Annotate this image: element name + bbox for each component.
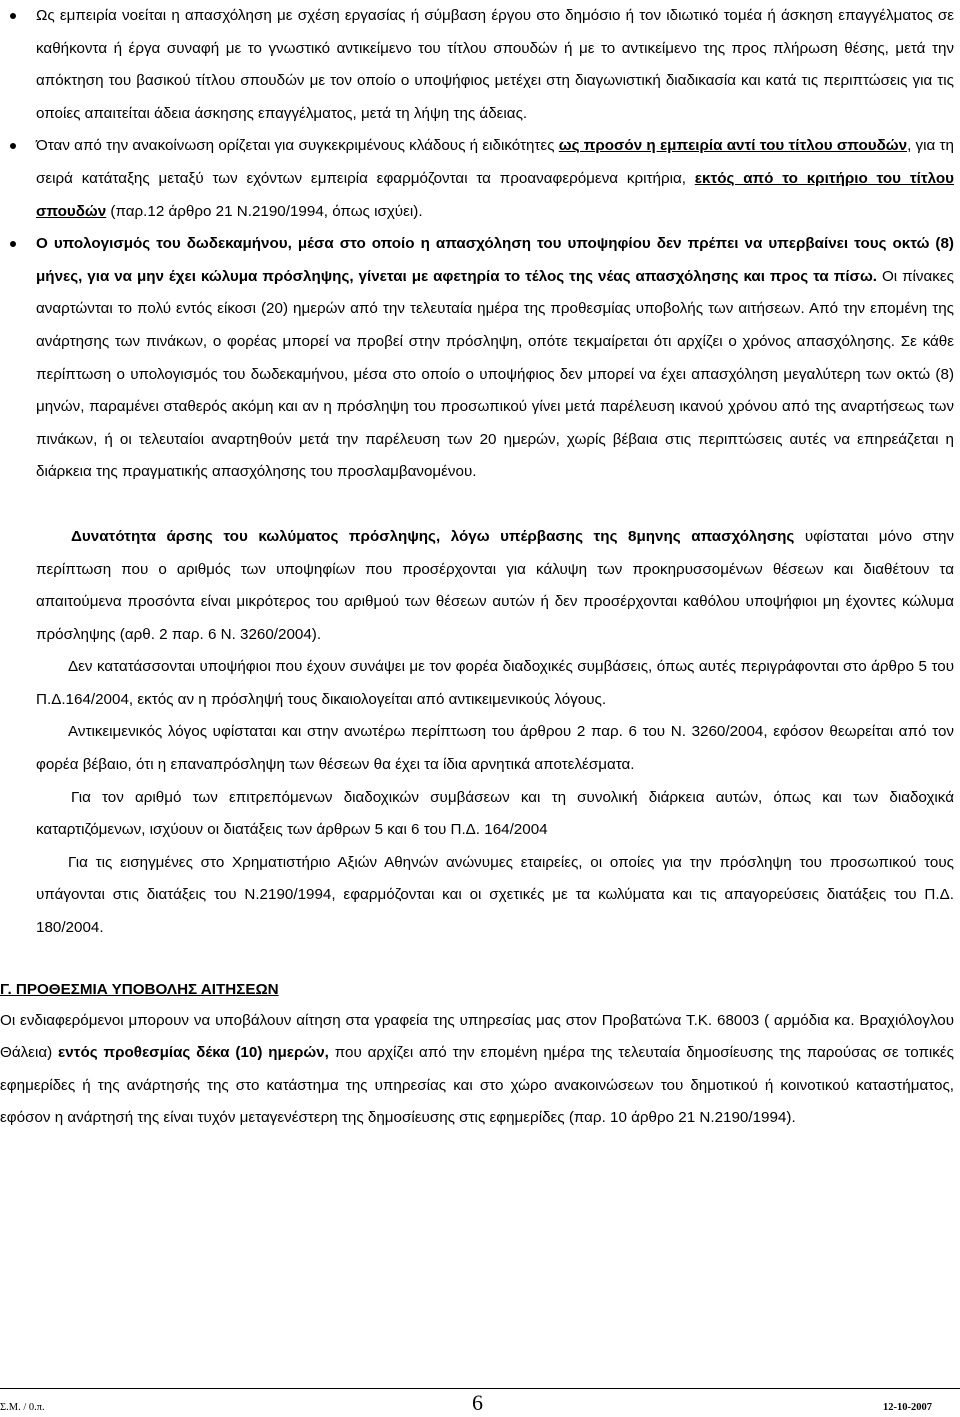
bullet-text: Ως εμπειρία νοείται η απασχόληση με σχέση εργασίας ή σύμβαση έργου στο δημόσιο ή τον ιδιωτικό τομέα ή άσκηση επαγγέλματος σε καθήκοντα ή έργα συναφή με το γνωστικό αντικείμενο του τίτλου σπουδών ή με το αντικείμενο της προς πλήρωση θέσης, μετά την απόκτηση του βασικού τίτλου σπουδών με τον οποίο ο υποψήφιος μετέχει στη διαγωνιστική διαδικασία και κατά τις περιπτώσεις για τις οποίες απαιτείται άδεια άσκησης επαγγέλματος, μετά τη λήψη της άδειας.	[36, 7, 954, 122]
bullet-emphasis: ως προσόν η εμπειρία αντί του τίτλου σπουδών	[558, 137, 908, 155]
bullet-icon	[10, 13, 16, 19]
footer-ref: Σ.Μ. / 0.π.	[0, 1402, 45, 1413]
bullet-text: (παρ.12 άρθρο 21 Ν.2190/1994, όπως ισχύει).	[106, 202, 423, 220]
paragraph-text: υφίσταται μόνο στην περίπτωση που ο αριθμός των υποψηφίων που προσέρχονται για κάλυψη των προκηρυσσομένων θέσεων και διαθέτουν τα απαιτούμενα προσόντα είναι μικρότερος του αριθμού των θέσεων αυτών ή δεν προσέρχονται καθόλου υποψήφιοι μη έχοντες κώλυμα πρόσληψης (αρθ. 2 παρ. 6 Ν. 3260/2004).	[36, 527, 954, 643]
bullet-text: , για τη σειρά κατάταξης μεταξύ των εχόντων εμπειρία εφαρμόζονται τα προαναφερόμενα κριτήρια,	[36, 137, 954, 187]
bullet-emphasis: εκτός από το κριτήριο του τίτλου σπουδών	[36, 169, 954, 220]
bullet-text: Οι πίνακες αναρτώνται το πολύ εντός είκοσι (20) ημερών από την τελευταία ημέρα της προθεσμίας υποβολής των αιτήσεων. Από την επομένη της ανάρτησης των πινάκων, ο φορέας μπορεί να προβεί στην πρόσληψη, οπότε τεκμαίρεται ότι αρχίζει ο χρόνος απασχόλησης. Σε κάθε περίπτωση ο υπολογισμός του δωδεκαμήνου, μέσα στο οποίο ο υποψήφιος δεν μπορεί να έχει απασχόληση μεγαλύτερη των οκτώ (8) μηνών, παραμένει σταθερός ακόμη και αν η πρόσληψη του προσωπικού γίνει μετά παρέλευση ικανού χρόνου από της αναρτήσεως των πινάκων, ή οι τελευταίοι αναρτηθούν μετά την παρέλευση των 20 ημερών, χωρίς βέβαια στις περιπτώσεις αυτές να επηρεάζεται η διάρκεια της πραγματικής απασχόλησης του προσλαμβανομένου.	[36, 267, 954, 481]
bullet-emphasis: Ο υπολογισμός του δωδεκαμήνου, μέσα στο οποίο η απασχόληση του υποψηφίου δεν πρέπει να υπερβαίνει τους οκτώ (8) μήνες, για να μην έχει κώλυμα πρόσληψης, γίνεται με αφετηρία το τέλος της νέας απασχόλησης και προς τα πίσω.	[36, 235, 954, 285]
list-item	[0, 130, 960, 228]
page-number: 6	[472, 1390, 483, 1415]
paragraph: Για τις εισηγμένες στο Χρηματιστήριο Αξιών Αθηνών ανώνυμες εταιρείες, οι οποίες για την πρόσληψη του προσωπικού τους υπάγονται στις διατάξεις του Ν.2190/1994, εφαρμόζονται και οι σχετικές με τα κωλύματα και τις απαγορεύσεις διατάξεις του Π.Δ. 180/2004.	[36, 853, 954, 937]
paragraph-emphasis: Δυνατότητα άρσης του κωλύματος πρόσληψης, λόγω υπέρβασης της 8μηνης απασχόλησης	[71, 527, 795, 545]
paragraph: Για τον αριθμό των επιτρεπόμενων διαδοχικών συμβάσεων και τη συνολική διάρκεια αυτών, όπως και των διαδοχικά καταρτιζόμενων, ισχύουν οι διατάξεις των άρθρων 5 και 6 του Π.Δ. 164/2004	[36, 788, 954, 839]
footer-date: 12-10-2007	[883, 1402, 932, 1413]
paragraph: Δεν κατατάσσονται υποψήφιοι που έχουν συνάψει με τον φορέα διαδοχικές συμβάσεις, όπως αυτές περιγράφονται στο άρθρο 5 του Π.Δ.164/2004, εκτός αν η πρόσληψή τους δικαιολογείται από αντικειμενικούς λόγους.	[36, 658, 954, 708]
footer-rule	[0, 1388, 960, 1389]
section-heading: Γ. ΠΡΟΘΕΣΜΙΑ ΥΠΟΒΟΛΗΣ ΑΙΤΗΣΕΩΝ	[0, 980, 279, 998]
bullet-text: Όταν από την ανακοίνωση ορίζεται για συγκεκριμένους κλάδους ή ειδικότητες	[36, 137, 559, 155]
list-item	[0, 0, 960, 130]
paragraph	[0, 1005, 960, 1135]
paragraph-emphasis: εντός προθεσμίας δέκα (10) ημερών,	[58, 1044, 329, 1062]
bullet-icon	[10, 241, 16, 247]
paragraph-text: που αρχίζει από την επομένη ημέρα της τελευταία δημοσίευσης της παρούσας σε τοπικές εφημερίδες ή της ανάρτησής της στο κατάστημα της υπηρεσίας και στο χώρο ανακοινώσεων του δημοτικού ή κοινοτικού καταστήματος, εφόσον η ανάρτησή της είναι τυχόν μεταγενέστερη της δημοσίευσης στις εφημερίδες (παρ. 10 άρθρο 21 Ν.2190/1994).	[0, 1044, 954, 1127]
bullet-icon	[10, 143, 16, 149]
list-item	[0, 228, 960, 489]
paragraph: Αντικειμενικός λόγος υφίσταται και στην ανωτέρω περίπτωση του άρθρου 2 παρ. 6 του Ν. 3260/2004, εφόσον θεωρείται από τον φορέα βέβαιο, ότι η επαναπρόσληψη των θέσεων θα έχει τα ίδια αρνητικά αποτελέσματα.	[36, 723, 954, 774]
page-footer	[0, 1388, 960, 1417]
paragraph-text: Οι ενδιαφερόμενοι μπορουν να υποβάλουν αίτηση στα γραφεία της υπηρεσίας μας στον Προβατώνα Τ.Κ. 68003 ( αρμόδια κα. Βραχιόλογλου Θάλεια)	[0, 1011, 954, 1062]
bullet-list	[0, 0, 960, 489]
paragraph	[0, 521, 960, 651]
